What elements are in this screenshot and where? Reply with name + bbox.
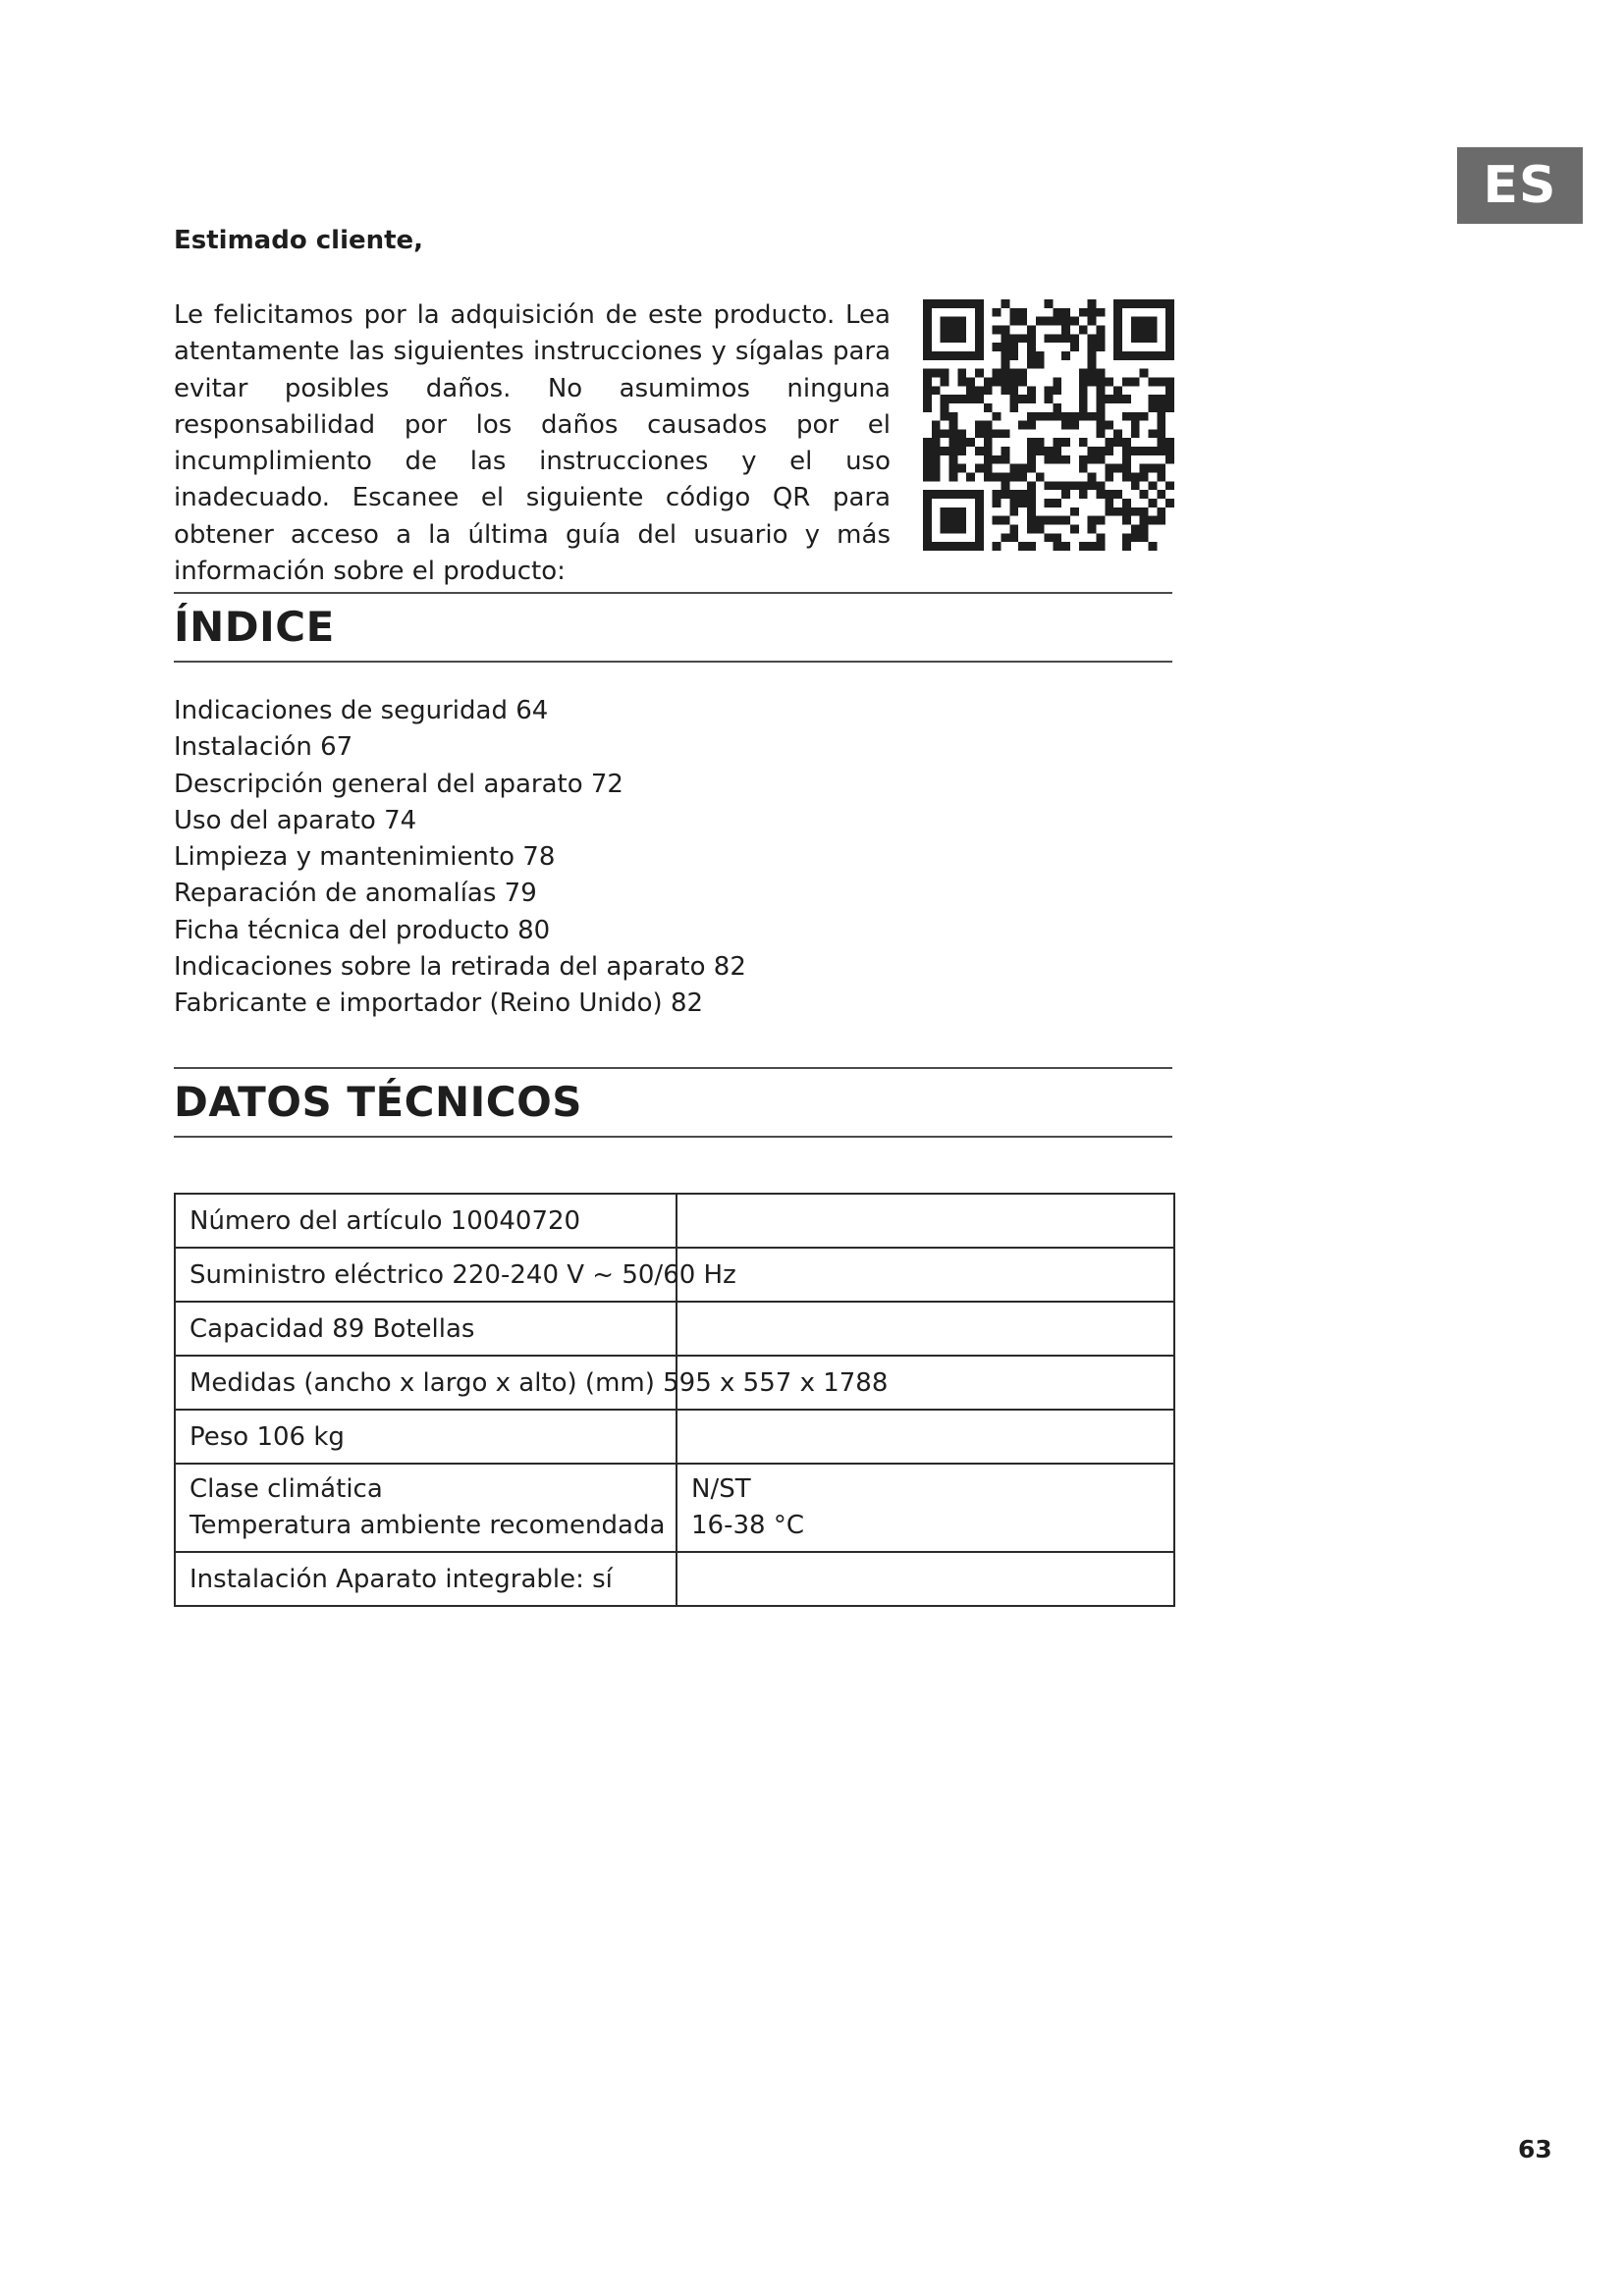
qr-code-icon [923, 299, 1174, 551]
table-row [175, 1302, 1174, 1356]
toc-item: Limpieza y mantenimiento 78 [174, 842, 556, 873]
specs-table [174, 1193, 1175, 1607]
spec-value-line: N/ST [691, 1474, 751, 1504]
table-row [175, 1248, 1174, 1302]
language-tab: ES [1457, 147, 1583, 224]
toc-item: Fabricante e importador (Reino Unido) 82 [174, 988, 704, 1019]
specs-top-rule [174, 1067, 1172, 1069]
spec-value [677, 1410, 1174, 1464]
table-of-contents [174, 693, 746, 1023]
index-top-rule [174, 592, 1172, 594]
specs-bottom-rule [174, 1136, 1172, 1138]
index-title: ÍNDICE [174, 603, 335, 651]
spec-label: Número del artículo 10040720 [175, 1194, 677, 1248]
toc-item: Reparación de anomalías 79 [174, 879, 537, 909]
toc-item: Ficha técnica del producto 80 [174, 915, 551, 945]
spec-label [175, 1464, 677, 1552]
toc-item: Uso del aparato 74 [174, 805, 417, 835]
spec-value [677, 1194, 1174, 1248]
spec-label: Suministro eléctrico 220-240 V ~ 50/60 Hz [175, 1248, 677, 1302]
table-row [175, 1552, 1174, 1606]
toc-item: Indicaciones de seguridad 64 [174, 696, 549, 725]
greeting: Estimado cliente, [174, 226, 424, 255]
toc-item: Descripción general del aparato 72 [174, 769, 623, 799]
spec-label: Peso 106 kg [175, 1410, 677, 1464]
spec-label-line: Temperatura ambiente recomendada [189, 1511, 666, 1540]
table-row [175, 1194, 1174, 1248]
spec-label: Medidas (ancho x largo x alto) (mm) 595 x 557 x 1788 [175, 1356, 677, 1410]
spec-label-line: Clase climática [189, 1474, 383, 1504]
spec-value [677, 1552, 1174, 1606]
table-row [175, 1410, 1174, 1464]
spec-label: Instalación Aparato integrable: sí [175, 1552, 677, 1606]
toc-item: Instalación 67 [174, 732, 353, 763]
spec-value [677, 1464, 1174, 1552]
specs-title: DATOS TÉCNICOS [174, 1078, 583, 1126]
index-bottom-rule [174, 661, 1172, 663]
spec-value [677, 1302, 1174, 1356]
intro-text: Le felicitamos por la adquisición de este producto. Lea atentamente las siguientes instrucciones y sígalas para evitar posibles daños. No asumimos ninguna responsabilidad por los daños causados por el incumplimiento de las instrucciones y el uso inadecuado. Escanee el siguiente código QR para obtener acceso a la última guía del usuario y más información sobre el producto: [174, 300, 891, 587]
table-row [175, 1464, 1174, 1552]
spec-value [677, 1248, 1174, 1302]
page-number: 63 [1518, 2135, 1552, 2163]
toc-item: Indicaciones sobre la retirada del aparato 82 [174, 952, 746, 983]
spec-label: Capacidad 89 Botellas [175, 1302, 677, 1356]
spec-value-line: 16-38 °C [691, 1511, 804, 1540]
table-row [175, 1356, 1174, 1410]
